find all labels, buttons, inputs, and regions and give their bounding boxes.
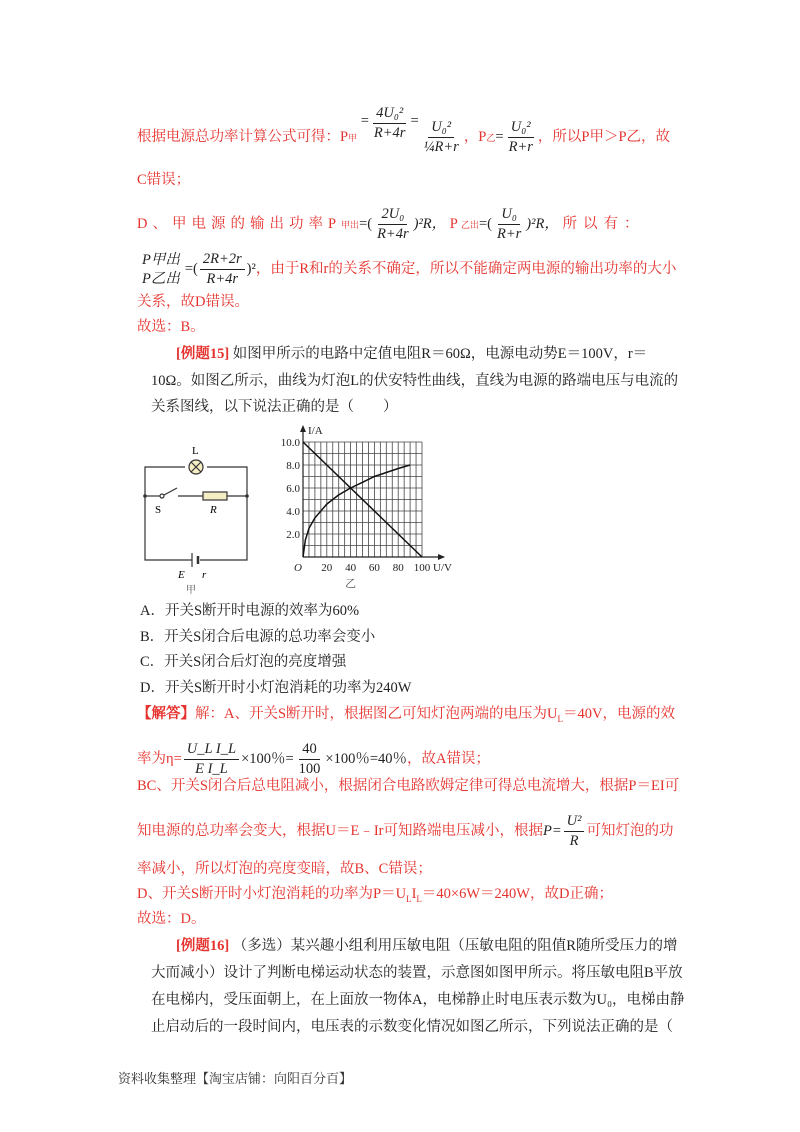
resistor-label: R [210,504,217,516]
text-line: C错误； [137,172,191,188]
switch-label: S [155,504,162,516]
fraction [200,250,245,289]
circuit-caption: 甲 [186,585,196,596]
fraction [139,251,183,289]
text: P= [542,822,562,839]
text: 知电源的总功率会变大，根据U＝E﹣Ir可知路端电压减小，根据 [137,822,543,839]
denominator: P乙出 [142,270,180,287]
fraction [371,104,409,143]
sol15-line6 [137,884,613,909]
fraction [506,118,536,157]
denominator: R+4r [377,226,409,242]
origin-label: O [294,562,302,574]
denominator: 100 [298,761,321,777]
numerator: U_L I_L [184,740,239,760]
x-axis-label: U/V [433,562,452,574]
option-a: A．开关S断开时电源的效率为60% [140,603,360,619]
x-tick-label: 60 [368,562,380,574]
numerator: 40 [299,740,320,760]
emf-label: E [178,569,185,581]
sol15-line1 [137,704,675,729]
q15-line2: 10Ω。如图乙所示，曲线为灯泡L的伏安特性曲线，直线为电源的路端电压与电流的 [151,373,679,389]
denominator: R+4r [206,271,239,287]
answer-line: 故选：B。 [137,319,205,335]
sol15-line2 [137,740,490,779]
text: ，所以P甲＞P乙，故 [537,128,671,145]
text: 所以有： [562,215,645,232]
option-b: B．开关S闭合后电源的总功率会变小 [140,629,376,645]
fraction [184,740,239,779]
numerator: U₀ [498,205,520,225]
text: )²R， [526,215,559,232]
subscript: 甲 [348,132,358,143]
answer-line: 故选：D。 [137,911,206,927]
eq: = [360,112,369,129]
text: 根据电源总功率计算公式可得：P [137,128,349,145]
graph-caption: 乙 [345,578,357,590]
eq: = [410,112,419,129]
denominator: E I_L [195,761,228,777]
text: ＝40×6W＝240W，故D正确； [421,886,613,902]
text: 率为η= [137,750,182,767]
q15-line3: 关系图线，以下说法正确的是（ ） [151,399,398,415]
power-formula-line [137,105,671,157]
text: ，故A错误； [407,750,491,767]
y-tick-label: 8.0 [286,460,300,472]
text: ×100％= [241,750,294,767]
text: ，P [463,128,487,145]
text: 可知灯泡的功 [586,822,674,839]
text: D、甲电源的输出功率P [137,215,342,232]
text: D、开关S断开时小灯泡消耗的功率为P＝U [137,886,407,902]
text: ，由于R和r的关系不确定，所以不能确定两电源的输出功率的大小 [255,260,677,277]
fraction [296,740,324,779]
y-tick-label: 4.0 [286,506,300,518]
iu-graph [270,420,470,595]
x-axis-arrow [438,554,445,560]
numerator: P甲出 [142,251,180,268]
internal-resistance-label: r [202,569,207,581]
eq: = [495,128,504,145]
denominator: R+r [496,226,522,242]
sol15-line4 [137,812,673,851]
denominator: R+4r [373,125,406,141]
q16-line2: 大而减小）设计了判断电梯运动状态的装置，示意图如图甲所示。将压敏电阻B平放 [151,965,683,981]
text: 如图甲所示的电路中定值电阻R＝60Ω，电源电动势E＝100V，r＝ [232,346,648,362]
fraction [494,205,524,244]
numerator: U₀² [508,118,534,138]
sol15-line5: 率减小，所以灯泡的亮度变暗，故B、C错误； [137,861,432,877]
numerator: 2U₀ [378,205,407,225]
text: )²R， [413,215,447,232]
text-line: 关系，故D错误。 [137,294,249,310]
q16-line4: 止启动后的一段时间内，电压表的示数变化情况如图乙所示，下列说法正确的是（ [151,1019,673,1035]
subscript: L [406,893,412,904]
x-tick-label: 100 [413,562,431,574]
numerator: 2R+2r [200,250,245,270]
denominator: R+r [508,139,533,155]
text: （多选）某兴趣小组利用压敏电阻（压敏电阻的阻值R随所受压力的增 [232,938,678,954]
numerator: U² [564,812,585,832]
x-tick-label: 20 [321,562,333,574]
x-tick-label: 80 [392,562,404,574]
solution-tag: 【解答】 [137,706,195,722]
y-tick-label: 10.0 [280,437,300,449]
ratio-line: P甲出 P乙出 =( $\frac{2R+2r}{R+4r}$ )²，由于R和r的关系不确定，所以不能确定两电源的输出功率的大小 [137,250,676,289]
option-d: D．开关S断开时小灯泡消耗的功率为240W [140,680,412,696]
option-c: C．开关S闭合后灯泡的亮度增强 [140,654,347,670]
denominator: ¼R+r [423,139,459,155]
y-axis-label: I/A [308,425,323,437]
subscript: 乙 [486,132,496,143]
output-power-line: D、甲电源的输出功率P甲出=( $\frac{\text{2U₀}}{R+4r}$ )²R， P 乙出=( $\frac{\text{U₀}}{R+r}$ )²R， 所以有： [137,206,645,242]
text: I [411,886,417,902]
subscript: 甲出 [341,219,360,230]
sol15-line3: BC、开关S闭合后总电阻减小，根据闭合电路欧姆定律可得总电流增大，根据P＝EI可 [137,778,680,794]
question-tag: [例题15] [176,346,230,362]
footer: 资料收集整理【淘宝店铺：向阳百分百】 [118,1072,353,1087]
numerator: 4U₀² [373,104,406,124]
y-axis-arrow [300,425,306,432]
y-tick-label: 6.0 [286,483,300,495]
fraction [564,812,585,851]
circuit-diagram [140,440,250,600]
subscript: L [557,713,564,724]
text: ×100％=40％ [325,750,408,767]
subscript: L [416,893,422,904]
fraction [421,118,462,157]
q16-line3: 在电梯内，受压面朝上，在上面放一物体A，电梯静止时电压表示数为U₀，电梯由静 [151,992,685,1008]
lamp-label: L [192,445,199,457]
text: ＝40V，电源的效 [563,706,675,722]
numerator: U₀² [428,118,454,138]
y-tick-label: 2.0 [286,529,300,541]
q15-line1 [176,344,647,364]
subscript: 乙出 [460,219,479,230]
denominator: R [569,833,579,849]
question-tag: [例题16] [176,938,230,954]
q16-line1 [176,936,677,956]
text: 解：A、开关S断开时，根据图乙可知灯泡两端的电压为U [195,706,558,722]
x-tick-label: 40 [345,562,357,574]
fraction [374,205,412,244]
